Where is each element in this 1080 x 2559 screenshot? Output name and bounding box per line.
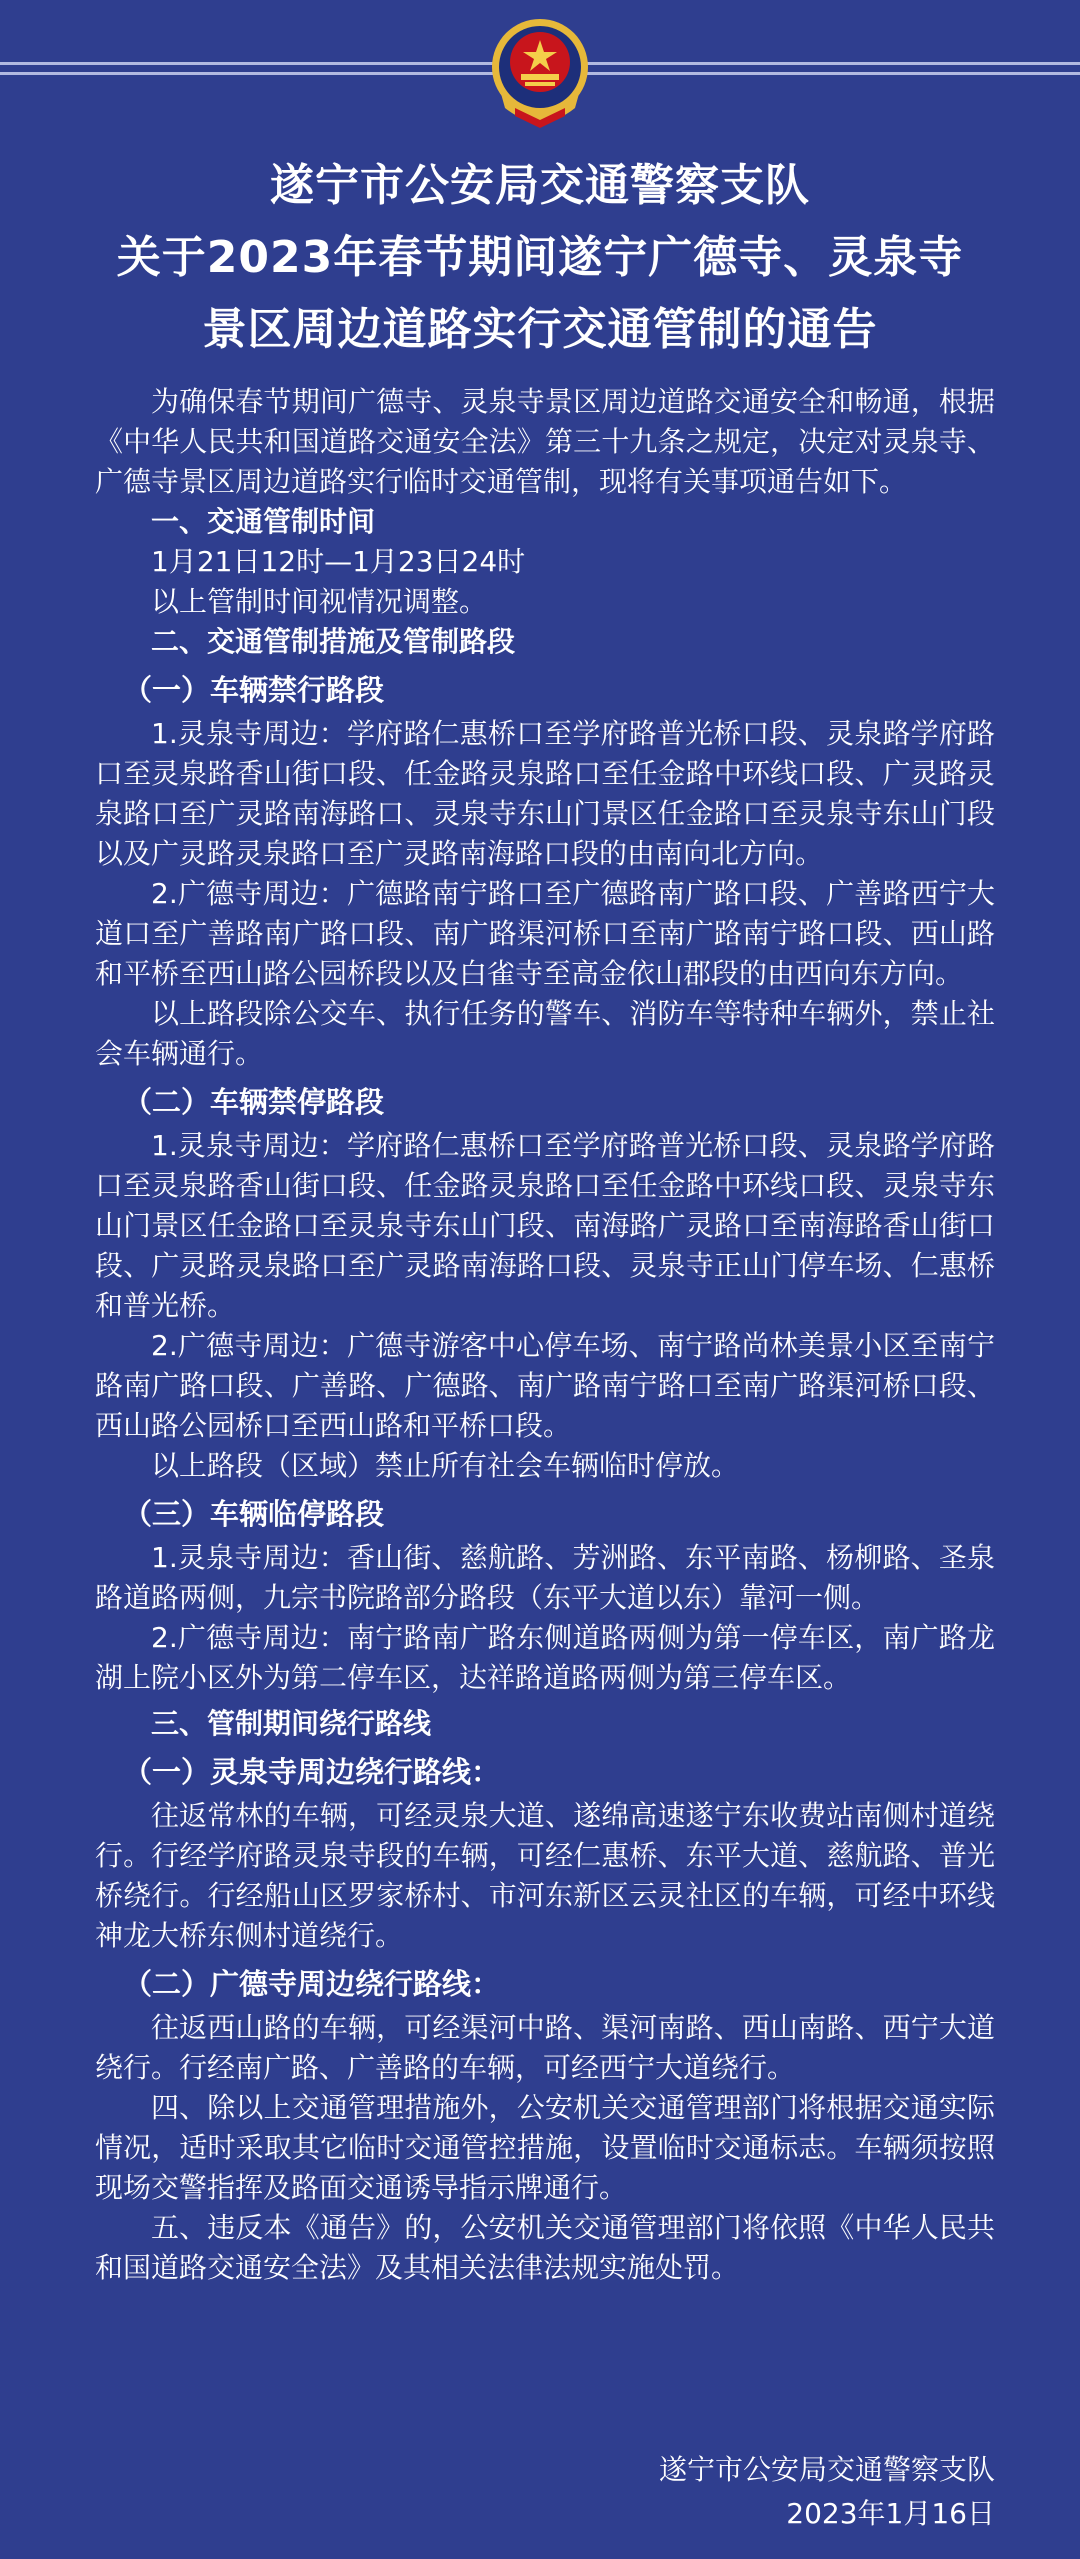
no-entry-lingquan: 1.灵泉寺周边：学府路仁惠桥口至学府路普光桥口段、灵泉路学府路口至灵泉路香山街口段、任金路灵泉路口至任金路中环线口段、广灵路灵泉路口至广灵路南海路口、灵泉寺东山门景区任金路口至灵泉寺东山门段以及广灵路灵泉路口至广灵路南海路口段的由南向北方向。	[95, 717, 995, 870]
subsection-temp-parking-heading: （三）车辆临停路段	[123, 1497, 385, 1531]
no-entry-guangde: 2.广德寺周边：广德路南宁路口至广德路南广路口段、广善路西宁大道口至广善路南广路口段、南广路渠河桥口至南广路南宁路口段、西山路和平桥至西山路公园桥段以及白雀寺至高金依山郡段的由西向东方向。	[95, 877, 995, 990]
detour-guangde: 往返西山路的车辆，可经渠河中路、渠河南路、西山南路、西宁大道绕行。行经南广路、广善路的车辆，可经西宁大道绕行。	[95, 2011, 995, 2084]
no-parking-guangde: 2.广德寺周边：广德寺游客中心停车场、南宁路尚林美景小区至南宁路南广路口段、广善路、广德路、南广路南宁路口至南广路渠河桥口段、西山路公园桥口至西山路和平桥口段。	[95, 1329, 995, 1442]
signature-date: 2023年1月16日	[786, 2497, 995, 2530]
control-time-note: 以上管制时间视情况调整。	[151, 585, 488, 618]
signature-org: 遂宁市公安局交通警察支队	[658, 2453, 995, 2486]
control-time: 1月21日12时—1月23日24时	[151, 545, 526, 578]
section-2-heading: 二、交通管制措施及管制路段	[151, 625, 516, 658]
section-5-paragraph: 五、违反本《通告》的，公安机关交通管理部门将依照《中华人民共和国道路交通安全法》及其相关法律法规实施处罚。	[95, 2211, 995, 2284]
detour-guangde-heading: （二）广德寺周边绕行路线：	[123, 1967, 501, 2001]
section-4-paragraph: 四、除以上交通管理措施外，公安机关交通管理部门将根据交通实际情况，适时采取其它临时交通管控措施，设置临时交通标志。车辆须按照现场交警指挥及路面交通诱导指示牌通行。	[95, 2091, 995, 2204]
temp-parking-lingquan: 1.灵泉寺周边：香山街、慈航路、芳洲路、东平南路、杨柳路、圣泉路道路两侧，九宗书院路部分路段（东平大道以东）靠河一侧。	[95, 1541, 995, 1614]
title-line-org: 遂宁市公安局交通警察支队	[270, 160, 810, 211]
intro-paragraph: 为确保春节期间广德寺、灵泉寺景区周边道路交通安全和畅通，根据《中华人民共和国道路交通安全法》第三十九条之规定，决定对灵泉寺、广德寺景区周边道路实行临时交通管制，现将有关事项通告如下。	[95, 385, 995, 498]
section-1-heading: 一、交通管制时间	[151, 505, 376, 538]
title-line-subject: 关于2023年春节期间遂宁广德寺、灵泉寺	[116, 232, 964, 283]
temp-parking-guangde: 2.广德寺周边：南宁路南广路东侧道路两侧为第一停车区，南广路龙湖上院小区外为第二停车区，达祥路道路两侧为第三停车区。	[95, 1621, 995, 1694]
detour-lingquan: 往返常林的车辆，可经灵泉大道、遂绵高速遂宁东收费站南侧村道绕行。行经学府路灵泉寺段的车辆，可经仁惠桥、东平大道、慈航路、普光桥绕行。行经船山区罗家桥村、市河东新区云灵社区的车辆，可经中环线神龙大桥东侧村道绕行。	[95, 1799, 995, 1952]
subsection-no-parking-heading: （二）车辆禁停路段	[123, 1085, 385, 1119]
section-3-heading: 三、管制期间绕行路线	[151, 1707, 432, 1740]
notice-title	[0, 150, 1080, 366]
detour-lingquan-heading: （一）灵泉寺周边绕行路线：	[123, 1755, 501, 1789]
no-parking-lingquan: 1.灵泉寺周边：学府路仁惠桥口至学府路普光桥口段、灵泉路学府路口至灵泉路香山街口段、任金路灵泉路口至任金路中环线口段、灵泉寺东山门景区任金路口至灵泉寺东山门段、南海路广灵路口至南海路香山街口段、广灵路灵泉路口至广灵路南海路口段、灵泉寺正山门停车场、仁惠桥和普光桥。	[95, 1129, 995, 1322]
subsection-no-entry-heading: （一）车辆禁行路段	[123, 673, 385, 707]
title-line-topic: 景区周边道路实行交通管制的通告	[202, 304, 878, 355]
police-emblem-icon	[485, 12, 595, 132]
signature-block	[659, 2448, 995, 2536]
no-parking-note: 以上路段（区域）禁止所有社会车辆临时停放。	[151, 1449, 740, 1482]
notice-body	[95, 382, 995, 2288]
no-entry-note: 以上路段除公交车、执行任务的警车、消防车等特种车辆外，禁止社会车辆通行。	[95, 997, 995, 1070]
